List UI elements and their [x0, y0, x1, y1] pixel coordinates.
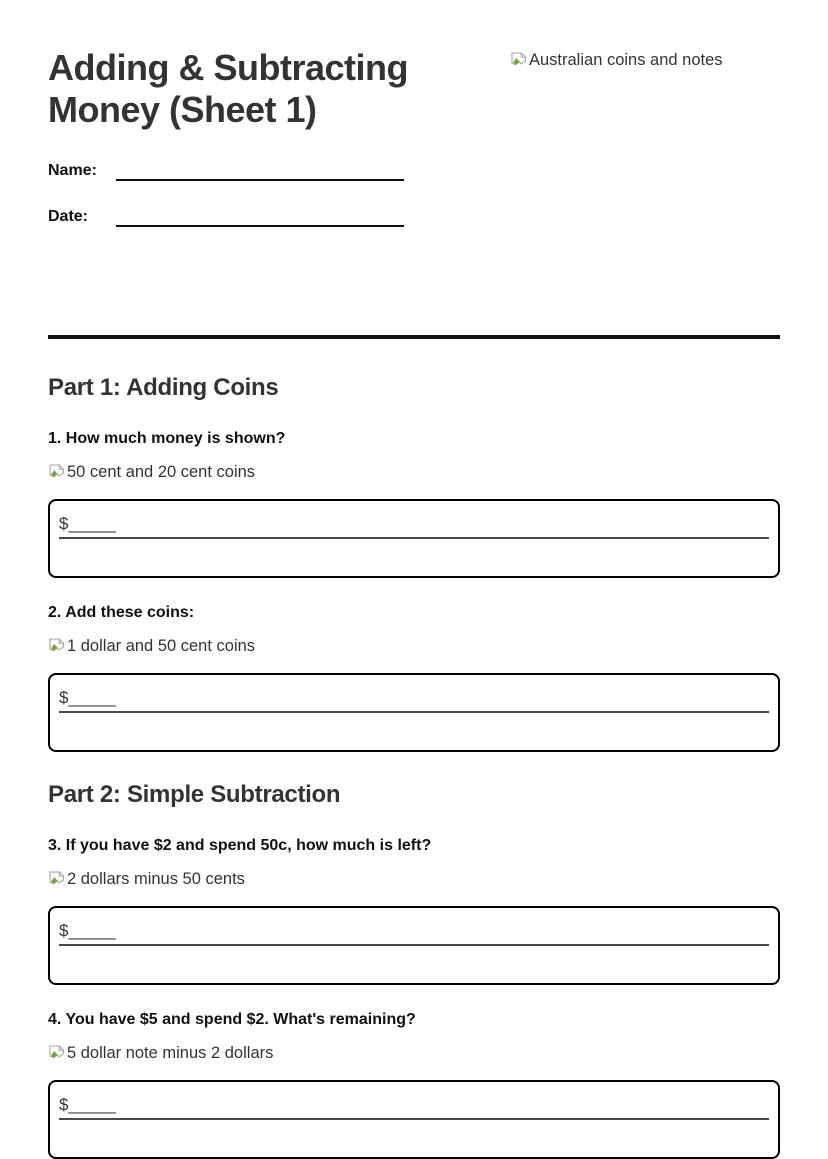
name-label: Name:: [48, 162, 97, 179]
date-write-line: [116, 207, 404, 227]
broken-image-icon: [48, 463, 66, 481]
section-divider: [48, 335, 780, 339]
answer-box-2: [48, 673, 780, 752]
section-heading-part2: Part 2: Simple Subtraction: [48, 781, 341, 808]
question-2-image-alt: 1 dollar and 50 cent coins: [67, 637, 256, 655]
answer-box-4: [48, 1080, 780, 1159]
header-image-alt: Australian coins and notes: [529, 51, 723, 69]
answer-line-4: $_____: [59, 1094, 769, 1120]
broken-image-icon: [48, 637, 66, 655]
question-3-broken-image: [48, 869, 780, 889]
question-4-text: 4. You have $5 and spend $2. What's remaining?: [48, 1011, 416, 1028]
broken-image-icon: [48, 870, 66, 888]
name-write-line: [116, 161, 404, 181]
question-1-broken-image: [48, 462, 780, 482]
question-4-image-alt: 5 dollar note minus 2 dollars: [67, 1044, 274, 1062]
date-field-row: [48, 205, 780, 229]
date-label: Date:: [48, 208, 89, 225]
answer-line-2: $_____: [59, 687, 769, 713]
question-3-image-alt: 2 dollars minus 50 cents: [67, 870, 245, 888]
answer-line-3: $_____: [59, 920, 769, 946]
answer-line-1: $_____: [59, 513, 769, 539]
name-field-row: [48, 159, 780, 183]
answer-box-3: [48, 906, 780, 985]
answer-box-1: [48, 499, 780, 578]
broken-image-icon: [48, 1044, 66, 1062]
section-heading-part1: Part 1: Adding Coins: [48, 374, 279, 401]
page-title: Adding & Subtracting Money (Sheet 1): [48, 47, 408, 130]
question-4-broken-image: [48, 1043, 780, 1063]
question-1-image-alt: 50 cent and 20 cent coins: [67, 463, 256, 481]
header-broken-image: [510, 50, 780, 70]
broken-image-icon: [510, 51, 528, 69]
question-1-text: 1. How much money is shown?: [48, 430, 286, 447]
question-2-text: 2. Add these coins:: [48, 604, 195, 621]
question-3-text: 3. If you have $2 and spend 50c, how much is left?: [48, 837, 432, 854]
worksheet-header: [48, 0, 780, 229]
question-2-broken-image: [48, 636, 780, 656]
